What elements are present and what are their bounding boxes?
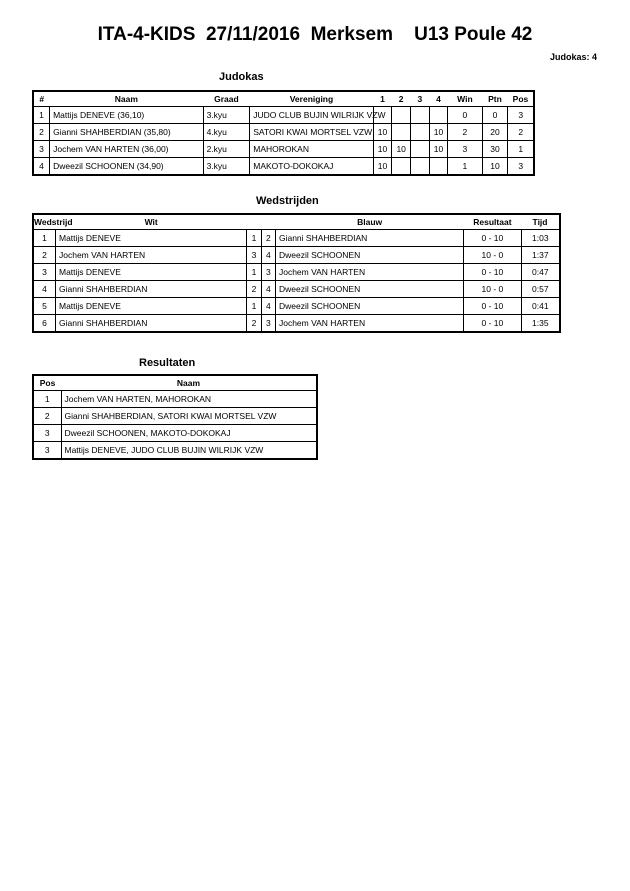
match-result: 0 - 10 — [464, 315, 521, 332]
col-header: Blauw — [357, 217, 383, 227]
match-result: 0 - 10 — [464, 264, 521, 281]
score-cell — [411, 107, 430, 124]
white-fighter: Gianni SHAHBERDIAN — [56, 315, 247, 332]
white-fighter: Gianni SHAHBERDIAN — [56, 281, 247, 298]
match-result: 0 - 10 — [464, 298, 521, 315]
result-name: Mattijs DENEVE, JUDO CLUB BUJIN WILRIJK VZW — [61, 442, 317, 459]
score-cell — [411, 124, 430, 141]
result-name: Gianni SHAHBERDIAN, SATORI KWAI MORTSEL VZW — [61, 408, 317, 425]
score-cell: 10 — [392, 141, 411, 158]
match-result: 10 - 0 — [464, 247, 521, 264]
points: 30 — [482, 141, 508, 158]
judoka-name: Mattijs DENEVE (36,10) — [50, 107, 204, 124]
blue-fighter: Dweezil SCHOONEN — [275, 281, 463, 298]
judoka-club: JUDO CLUB BUJIN WILRIJK VZW — [250, 107, 373, 124]
result-row — [33, 408, 317, 425]
blue-number: 4 — [261, 247, 275, 264]
match-time: 0:57 — [521, 281, 560, 298]
col-header: Pos — [512, 94, 529, 104]
match-row — [33, 281, 560, 298]
points: 0 — [482, 107, 508, 124]
white-number: 2 — [247, 315, 261, 332]
match-time: 0:47 — [521, 264, 560, 281]
match-row — [33, 230, 560, 247]
resultaten-header-row — [33, 375, 317, 391]
score-cell: 10 — [373, 124, 392, 141]
white-fighter: Mattijs DENEVE — [56, 298, 247, 315]
match-result: 0 - 10 — [464, 230, 521, 247]
white-fighter: Mattijs DENEVE — [56, 230, 247, 247]
judoka-club: MAHOROKAN — [250, 141, 373, 158]
judoka-grade: 3.kyu — [203, 107, 250, 124]
row-number: 1 — [33, 107, 50, 124]
match-row — [33, 298, 560, 315]
position: 1 — [508, 141, 534, 158]
score-cell — [411, 141, 430, 158]
judoka-club: SATORI KWAI MORTSEL VZW — [250, 124, 373, 141]
col-header: # — [39, 94, 45, 104]
white-number: 1 — [247, 298, 261, 315]
score-cell: 10 — [373, 141, 392, 158]
blue-fighter: Jochem VAN HARTEN — [275, 264, 463, 281]
score-cell — [429, 107, 448, 124]
judoka-row — [33, 141, 534, 158]
blue-number: 2 — [261, 230, 275, 247]
wedstrijden-header-row — [33, 214, 560, 230]
match-row — [33, 264, 560, 281]
match-time: 1:37 — [521, 247, 560, 264]
win-count: 3 — [448, 141, 482, 158]
white-number: 3 — [247, 247, 261, 264]
resultaten-section-title: Resultaten — [139, 357, 196, 369]
match-row — [33, 315, 560, 332]
score-cell — [429, 158, 448, 175]
col-header: Wedstrijd — [34, 217, 73, 227]
blue-fighter: Jochem VAN HARTEN — [275, 315, 463, 332]
col-header: Naam — [114, 94, 138, 104]
judoka-row — [33, 107, 534, 124]
col-header: Pos — [39, 378, 56, 388]
win-count: 1 — [448, 158, 482, 175]
result-name: Jochem VAN HARTEN, MAHOROKAN — [61, 391, 317, 408]
blue-number: 4 — [261, 281, 275, 298]
match-number: 3 — [33, 264, 56, 281]
result-row — [33, 425, 317, 442]
judoka-grade: 4.kyu — [203, 124, 250, 141]
judoka-row — [33, 158, 534, 175]
match-time: 0:41 — [521, 298, 560, 315]
score-cell: 10 — [429, 124, 448, 141]
position: 2 — [508, 124, 534, 141]
match-number: 2 — [33, 247, 56, 264]
result-position: 2 — [33, 408, 61, 425]
result-position: 3 — [33, 442, 61, 459]
points: 10 — [482, 158, 508, 175]
win-count: 0 — [448, 107, 482, 124]
match-row — [33, 247, 560, 264]
col-header: Graad — [214, 94, 239, 104]
position: 3 — [508, 107, 534, 124]
white-fighter: Mattijs DENEVE — [56, 264, 247, 281]
judokas-header-row — [33, 91, 534, 107]
white-number: 1 — [247, 230, 261, 247]
score-cell: 10 — [373, 158, 392, 175]
white-fighter: Jochem VAN HARTEN — [56, 247, 247, 264]
white-number: 1 — [247, 264, 261, 281]
blue-fighter: Gianni SHAHBERDIAN — [275, 230, 463, 247]
judokas-table — [32, 90, 535, 176]
result-name: Dweezil SCHOONEN, MAKOTO-DOKOKAJ — [61, 425, 317, 442]
win-count: 2 — [448, 124, 482, 141]
page-title: ITA-4-KIDS 27/11/2016 Merksem U13 Poule 42 — [97, 24, 533, 45]
col-header-spacer — [247, 214, 276, 230]
col-header: 2 — [398, 94, 404, 104]
blue-number: 4 — [261, 298, 275, 315]
resultaten-table — [32, 374, 318, 460]
white-number: 2 — [247, 281, 261, 298]
judoka-club: MAKOTO-DOKOKAJ — [250, 158, 373, 175]
match-number: 4 — [33, 281, 56, 298]
judoka-grade: 3.kyu — [203, 158, 250, 175]
col-header: 3 — [417, 94, 423, 104]
match-number: 1 — [33, 230, 56, 247]
result-row — [33, 391, 317, 408]
blue-fighter: Dweezil SCHOONEN — [275, 298, 463, 315]
col-header: Naam — [176, 378, 201, 388]
col-header: Vereniging — [289, 94, 334, 104]
score-cell: 10 — [429, 141, 448, 158]
row-number: 2 — [33, 124, 50, 141]
judoka-name: Gianni SHAHBERDIAN (35,80) — [50, 124, 204, 141]
judokas-section-title: Judokas — [219, 71, 264, 83]
row-number: 4 — [33, 158, 50, 175]
result-position: 3 — [33, 425, 61, 442]
col-header: Resultaat — [473, 217, 512, 227]
result-position: 1 — [33, 391, 61, 408]
wedstrijden-table — [32, 213, 561, 333]
position: 3 — [508, 158, 534, 175]
judoka-name: Jochem VAN HARTEN (36,00) — [50, 141, 204, 158]
col-header: Ptn — [488, 94, 502, 104]
points: 20 — [482, 124, 508, 141]
score-cell — [392, 158, 411, 175]
blue-fighter: Dweezil SCHOONEN — [275, 247, 463, 264]
row-number: 3 — [33, 141, 50, 158]
match-time: 1:35 — [521, 315, 560, 332]
blue-number: 3 — [261, 264, 275, 281]
judoka-grade: 2.kyu — [203, 141, 250, 158]
judokas-count: Judokas: 4 — [549, 52, 597, 62]
result-row — [33, 442, 317, 459]
col-header: 1 — [380, 94, 385, 104]
match-number: 6 — [33, 315, 56, 332]
match-time: 1:03 — [521, 230, 560, 247]
match-result: 10 - 0 — [464, 281, 521, 298]
score-cell — [392, 124, 411, 141]
match-number: 5 — [33, 298, 56, 315]
col-header: Tijd — [532, 217, 548, 227]
wedstrijden-section-title: Wedstrijden — [256, 195, 319, 207]
col-header: 4 — [436, 94, 441, 104]
score-cell — [411, 158, 430, 175]
judoka-name: Dweezil SCHOONEN (34,90) — [50, 158, 204, 175]
judoka-row — [33, 124, 534, 141]
col-header: Win — [457, 94, 473, 104]
score-cell — [392, 107, 411, 124]
col-header: Wit — [144, 217, 158, 227]
blue-number: 3 — [261, 315, 275, 332]
